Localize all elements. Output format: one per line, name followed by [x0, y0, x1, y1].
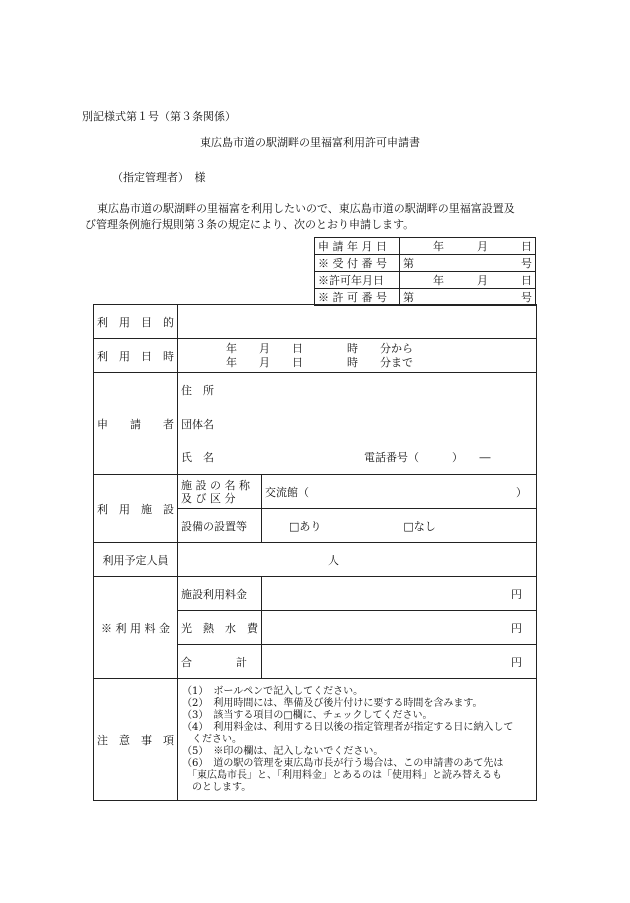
- people-field[interactable]: [178, 543, 537, 577]
- datetime-field[interactable]: [178, 339, 537, 373]
- receipt-no-prefix: 第: [403, 257, 414, 270]
- permit-date-label: ※許可年月日: [315, 272, 400, 289]
- application-date-value[interactable]: 年 月 日: [400, 238, 536, 255]
- name-label: 氏 名: [181, 451, 214, 465]
- notes-list: [178, 679, 537, 801]
- total-field[interactable]: [262, 645, 537, 679]
- address-row: [94, 373, 537, 407]
- intro-line-2: び管理条例施行規則第３条の規定により、次のとおり申請します。: [85, 218, 415, 231]
- utility-fee-field[interactable]: [262, 611, 537, 645]
- datetime-label: 利 用 日 時: [94, 339, 178, 373]
- group-label: 団体名: [181, 417, 214, 431]
- purpose-label: 利 用 目 的: [94, 305, 178, 339]
- utility-fee-yen: 円: [511, 621, 522, 635]
- datetime-row: [94, 339, 537, 373]
- equipment-label: 設備の設置等: [178, 509, 262, 543]
- application-date-label: 申 請 年 月 日: [315, 238, 400, 255]
- receipt-no-field[interactable]: [400, 255, 536, 272]
- note-item: （2） 利用時間には、準備及び後片付けに要する時間を含みます。: [182, 697, 483, 709]
- note-item: （4） 利用料金は、利用する日以後の指定管理者が指定する日に納入して: [182, 721, 514, 733]
- total-yen: 円: [511, 655, 522, 669]
- notes-row: [94, 679, 537, 801]
- note-item: （1） ボールペンで記入してください。: [182, 685, 364, 697]
- facility-name-label-line1: 施 設 の 名 称: [181, 478, 250, 492]
- applicant-label: 申 請 者: [94, 373, 178, 475]
- note-item: （5） ※印の欄は、記入しないでください。: [182, 745, 384, 757]
- people-label: 利用予定人員: [94, 543, 178, 577]
- facility-fee-yen: 円: [511, 587, 522, 601]
- name-field[interactable]: [178, 441, 537, 475]
- application-table: [93, 304, 537, 801]
- phone-label: 電話番号（ ） ―: [364, 451, 491, 465]
- permit-no-prefix: 第: [403, 291, 414, 304]
- facility-name-value: 交流館（: [265, 485, 309, 499]
- facility-fee-field[interactable]: [262, 577, 537, 611]
- intro-line-1: 東広島市道の駅湖畔の里福富を利用したいので、東広島市道の駅湖畔の里福富設置及: [97, 202, 515, 215]
- note-item: （3） 該当する項目の□欄に、チェックしてください。: [182, 709, 433, 721]
- facility-name-label: [178, 475, 262, 509]
- datetime-to: 年 月 日 時 分まで: [226, 355, 413, 369]
- total-label: 合 計: [178, 645, 262, 679]
- permit-no-label: ※ 許 可 番 号: [315, 289, 400, 306]
- permit-no-field[interactable]: [400, 289, 536, 306]
- option-yes-checkbox[interactable]: □あり: [289, 519, 322, 533]
- equipment-options: [262, 509, 537, 543]
- facility-name-close: ）: [516, 485, 527, 499]
- permit-no-suffix: 号: [521, 291, 532, 304]
- form-number: 別記様式第１号（第３条関係）: [82, 110, 236, 123]
- note-item: のとします。: [182, 781, 252, 793]
- addressee: （指定管理者） 様: [112, 171, 206, 184]
- note-item: （6） 道の駅の管理を東広島市長が行う場合は、この申請書のあて先は: [182, 757, 504, 769]
- notes-label: 注 意 事 項: [94, 679, 178, 801]
- people-row: [94, 543, 537, 577]
- people-unit: 人: [328, 553, 339, 567]
- utility-fee-label: 光 熱 水 費: [178, 611, 262, 645]
- address-label: 住 所: [181, 383, 214, 397]
- permit-date-value[interactable]: 年 月 日: [400, 272, 536, 289]
- option-no-checkbox[interactable]: □なし: [403, 519, 436, 533]
- fee-label: ※ 利 用 料 金: [94, 577, 178, 679]
- receipt-no-label: ※ 受 付 番 号: [315, 255, 400, 272]
- receipt-no-suffix: 号: [521, 257, 532, 270]
- receipt-table: [314, 237, 536, 306]
- purpose-row: [94, 305, 537, 339]
- group-field[interactable]: [178, 407, 537, 441]
- facility-fee-label: 施設利用料金: [178, 577, 262, 611]
- facility-row: [94, 475, 537, 509]
- note-item: 「東広島市長」と、「利用料金」とあるのは「使用料」と読み替えるも: [182, 769, 502, 781]
- purpose-field[interactable]: [178, 305, 537, 339]
- facility-label: 利 用 施 設: [94, 475, 178, 543]
- page-title: 東広島市道の駅湖畔の里福富利用許可申請書: [200, 136, 420, 149]
- note-item: ください。: [182, 733, 242, 745]
- facility-name-label-line2: 及 び 区 分: [181, 491, 236, 505]
- facility-name-field[interactable]: [262, 475, 537, 509]
- facility-fee-row: [94, 577, 537, 611]
- address-field[interactable]: [178, 373, 537, 407]
- datetime-from: 年 月 日 時 分から: [226, 341, 413, 355]
